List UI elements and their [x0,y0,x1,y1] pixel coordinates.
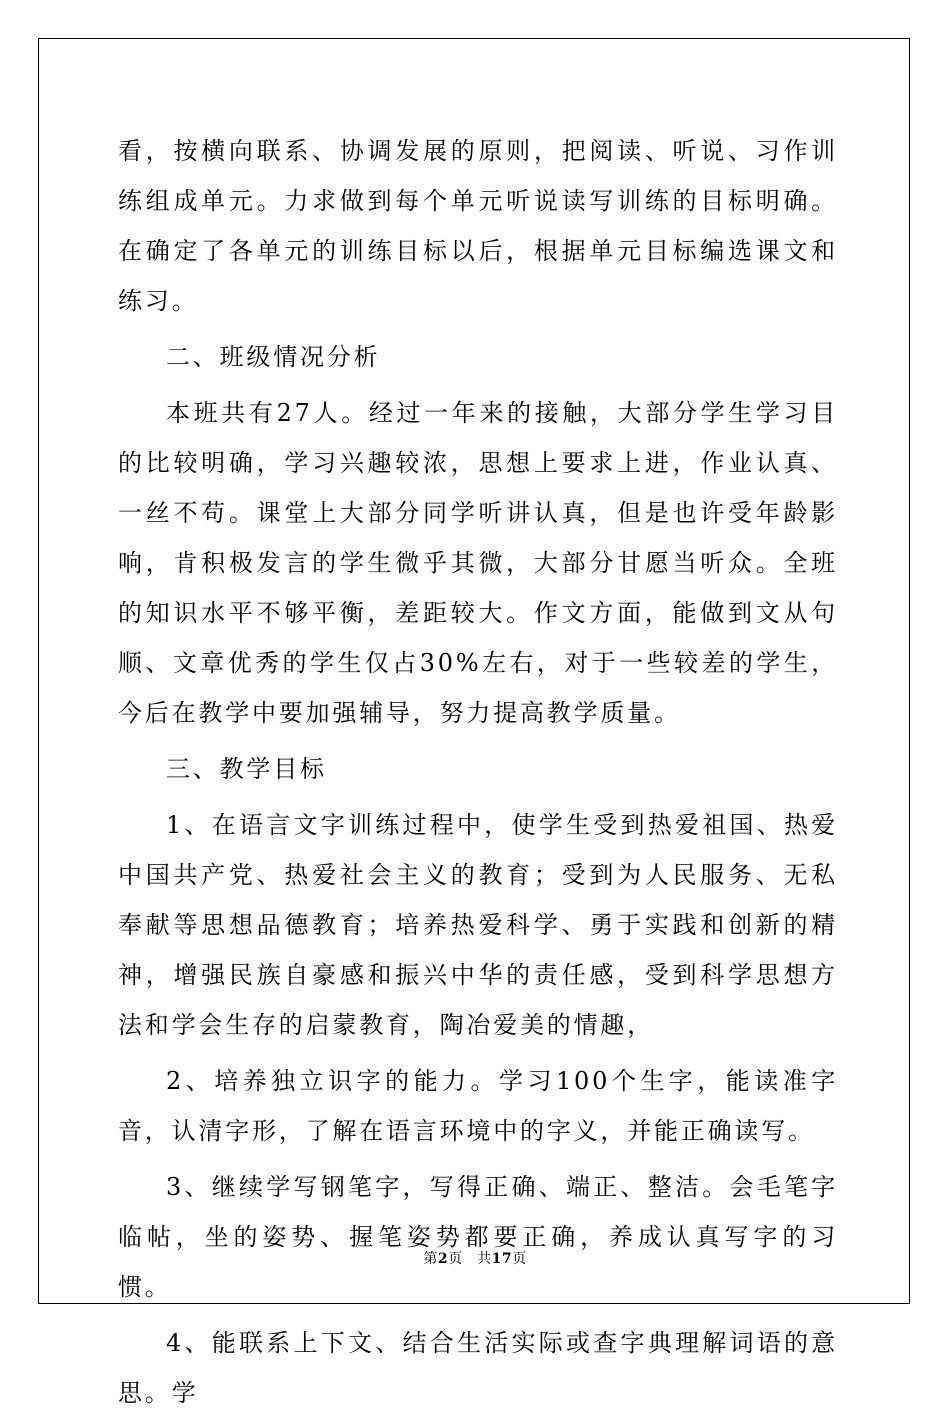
footer-total-pages: 17 [491,1251,513,1267]
paragraph-class-analysis: 本班共有27人。经过一年来的接触，大部分学生学习目的比较明确，学习兴趣较浓，思想上要求上进，作业认真、一丝不苟。课堂上大部分同学听讲认真，但是也许受年龄影响，肯积极发言的学生微乎其微，大部分甘愿当听众。全班的知识水平不够平衡，差距较大。作文方面，能做到文从句顺、文章优秀的学生仅占30%左右，对于一些较差的学生，今后在教学中要加强辅导，努力提高教学质量。 [118,399,838,727]
footer-suffix: 页 [512,1251,527,1267]
section-heading-teaching-goals: 三、教学目标 [166,755,327,783]
section-heading-class-analysis: 二、班级情况分析 [166,343,381,371]
page-footer [0,1248,950,1268]
goal-item-4: 4、能联系上下文、结合生活实际或查字典理解词语的意思。学 [118,1329,838,1407]
paragraph-1: 看，按横向联系、协调发展的原则，把阅读、听说、习作训练组成单元。力求做到每个单元听说读写训练的目标明确。在确定了各单元的训练目标以后，根据单元目标编选课文和练习。 [118,137,838,315]
footer-page-number: 2 [437,1251,449,1267]
goal-item-2: 2、培养独立识字的能力。学习100个生字，能读准字音，认清字形，了解在语言环境中的字义，并能正确读写。 [118,1067,838,1145]
document-body [118,126,838,1418]
footer-mid: 页 共 [448,1251,492,1267]
goal-item-3: 3、继续学写钢笔字，写得正确、端正、整洁。会毛笔字临帖，坐的姿势、握笔姿势都要正确，养成认真写字的习惯。 [118,1173,838,1301]
footer-prefix: 第 [423,1251,438,1267]
goal-item-1: 1、在语言文字训练过程中，使学生受到热爱祖国、热爱中国共产党、热爱社会主义的教育；受到为人民服务、无私奉献等思想品德教育；培养热爱科学、勇于实践和创新的精神，增强民族自豪感和振兴中华的责任感，受到科学思想方法和学会生存的启蒙教育，陶冶爱美的情趣， [118,811,838,1039]
